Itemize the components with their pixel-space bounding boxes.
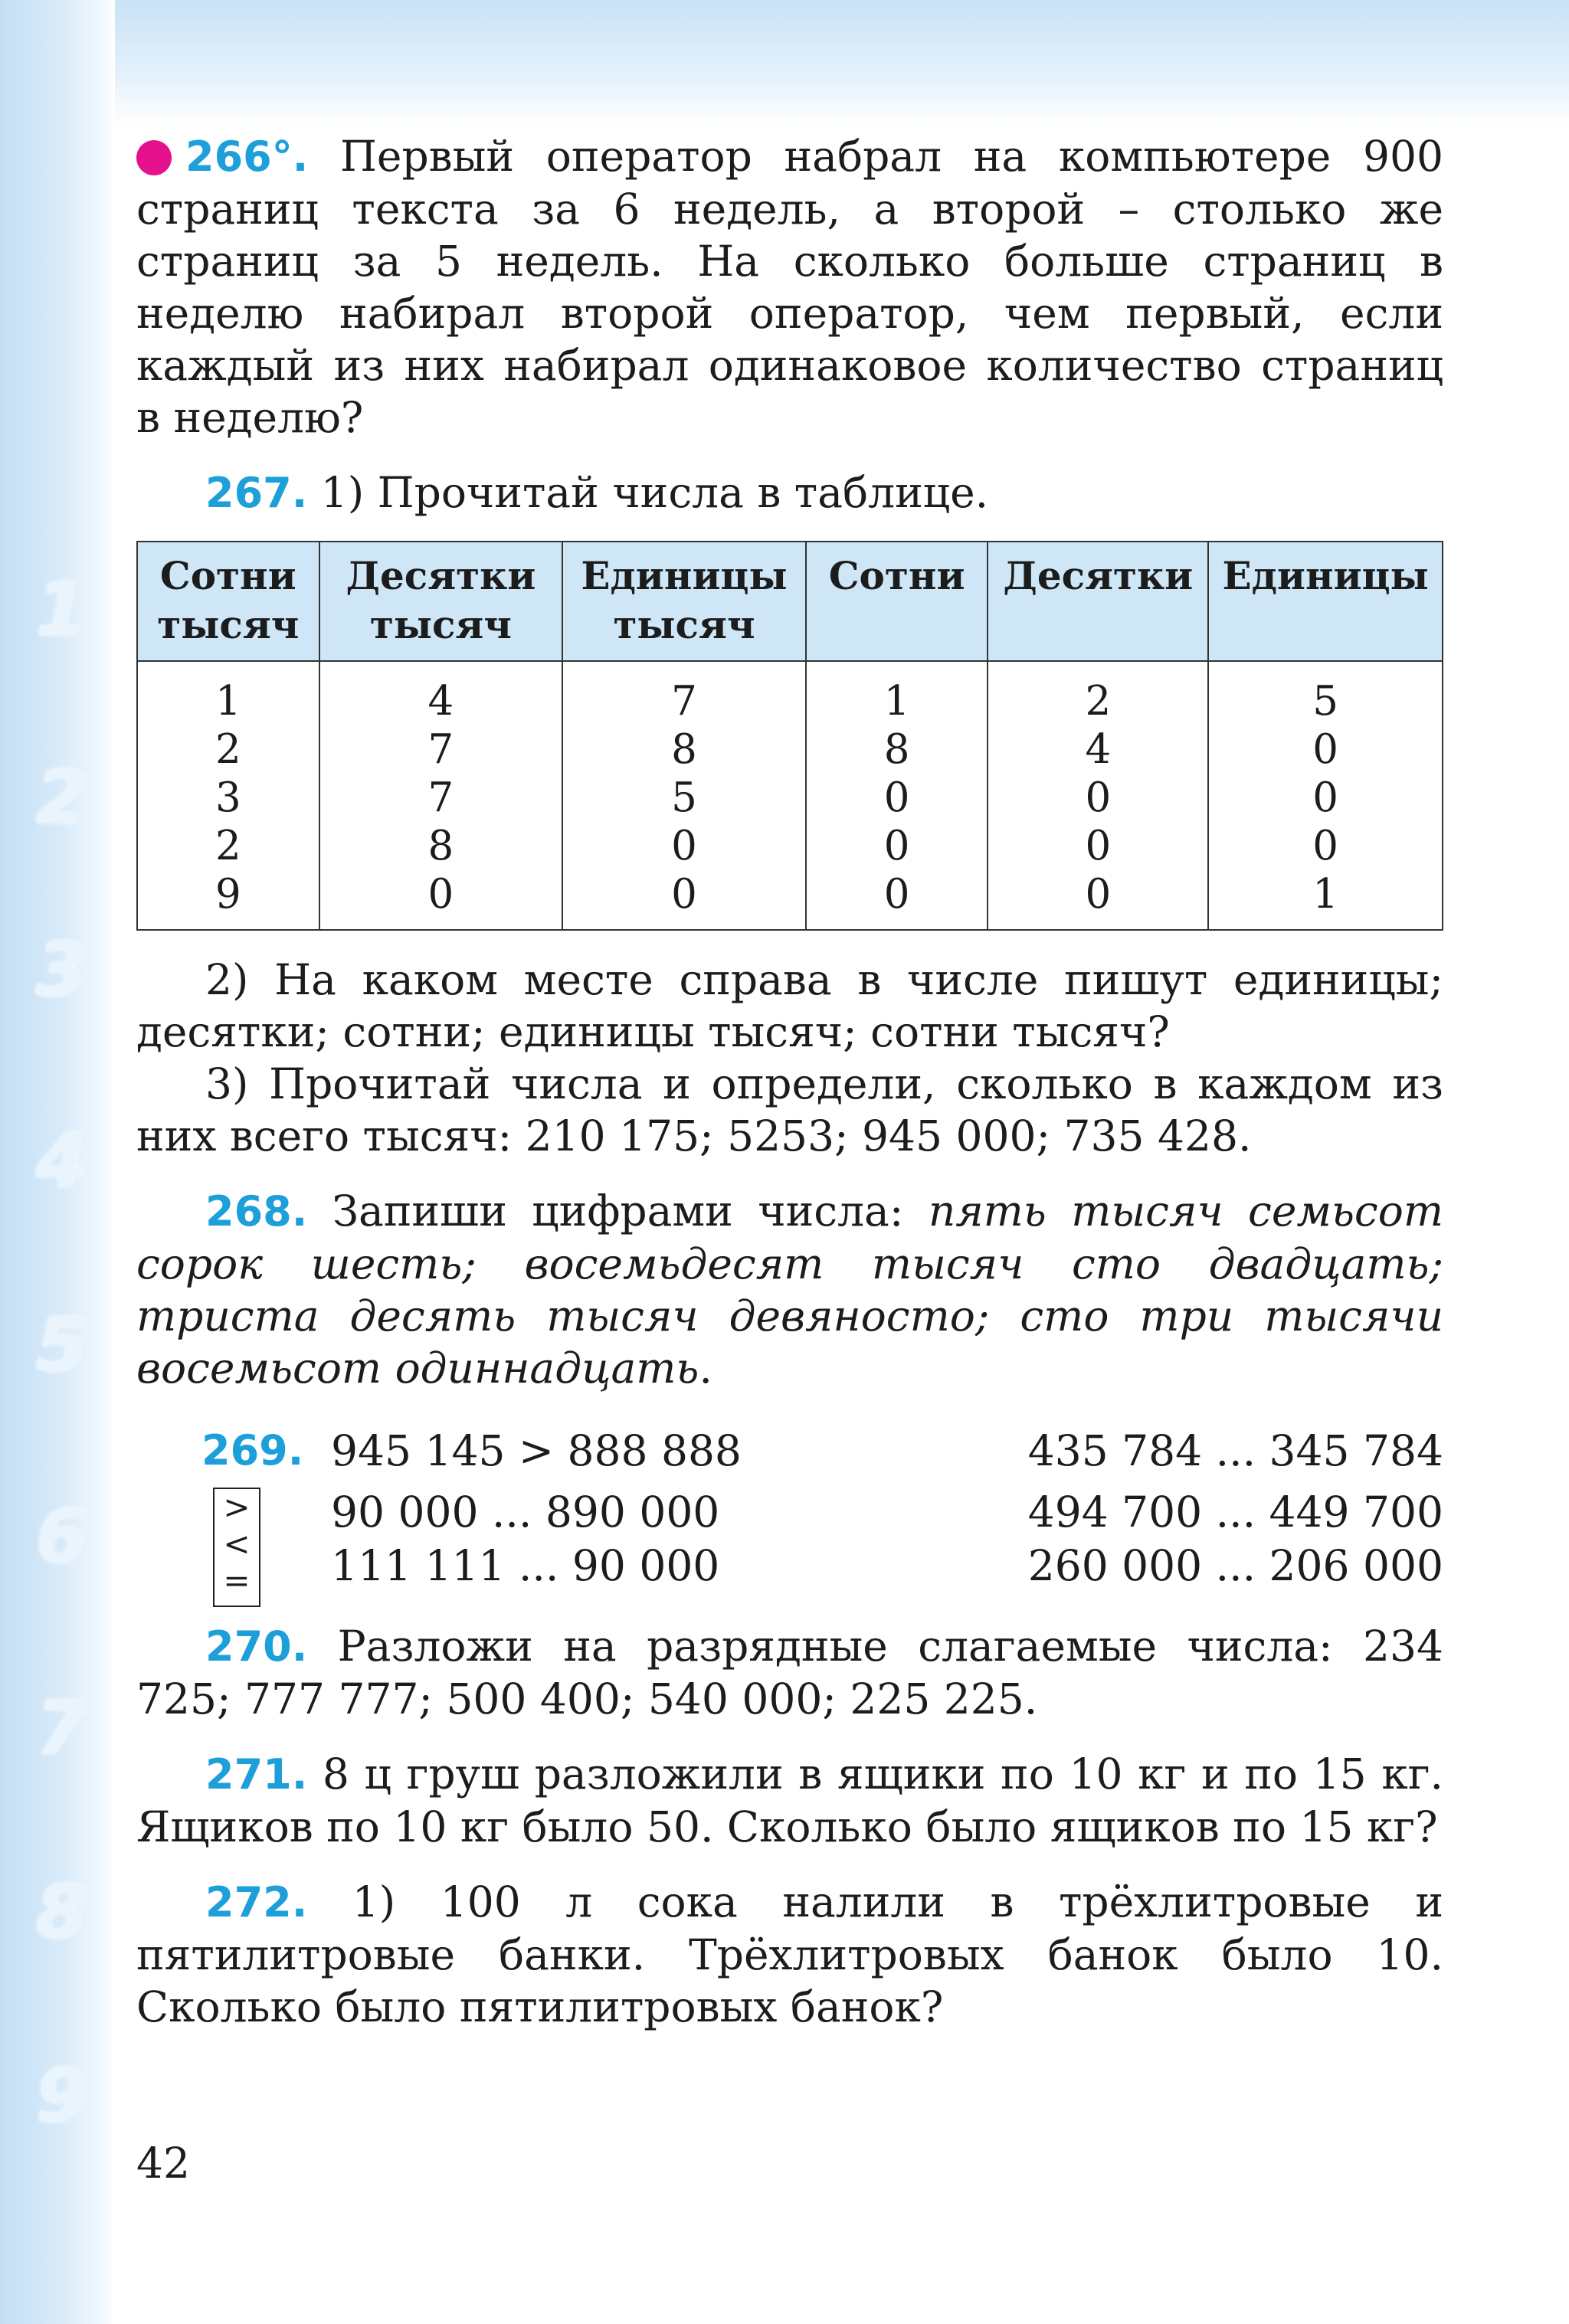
table-header-cell: Десятки	[988, 542, 1208, 661]
task-italic-text: пять тысяч семьсот сорок шесть; восемьдесят тысяч сто двадцать; триста десять тысяч девяносто; сто три тысячи восемьсот одиннадцать	[136, 1187, 1443, 1393]
edge-number: 8	[35, 1869, 87, 1955]
comparison-row	[136, 1540, 1443, 1593]
table-cell: 2	[137, 822, 319, 870]
table-cell: 5	[562, 774, 806, 822]
task-270	[136, 1620, 1443, 1725]
task-number: 271.	[205, 1750, 308, 1799]
table-cell: 7	[562, 661, 806, 725]
table-cell: 7	[319, 774, 563, 822]
table-row	[137, 774, 1443, 822]
table-header-cell: Сотни тысяч	[137, 542, 319, 661]
task-267	[136, 466, 1443, 1162]
table-cell: 5	[1208, 661, 1443, 725]
table-row	[137, 661, 1443, 725]
table-cell: 0	[1208, 774, 1443, 822]
top-decor-band	[0, 0, 1569, 126]
table-cell: 0	[806, 870, 988, 930]
table-cell: 0	[988, 870, 1208, 930]
table-cell: 2	[988, 661, 1208, 725]
task-268	[136, 1185, 1443, 1394]
table-cell: 0	[1208, 822, 1443, 870]
page-content	[136, 130, 1443, 2056]
edge-number: 6	[35, 1494, 87, 1579]
task-266	[136, 130, 1443, 444]
table-cell: 0	[319, 870, 563, 930]
edge-number: 1	[35, 567, 87, 653]
table-cell: 8	[562, 725, 806, 774]
task-number: 269.	[201, 1426, 304, 1475]
table-cell: 0	[806, 774, 988, 822]
comparison-right: 435 784 ... 345 784	[1027, 1426, 1443, 1475]
sign-greater: >	[223, 1488, 251, 1526]
task-text: 1) 100 л сока налили в трёхлитровые и пятилитровые банки. Трёхлитровых банок было 10. Сколько было пятилитровых банок?	[136, 1877, 1443, 2031]
table-cell: 2	[137, 725, 319, 774]
table-cell: 7	[319, 725, 563, 774]
table-cell: 9	[137, 870, 319, 930]
left-margin-band	[0, 0, 115, 2324]
edge-number: 5	[35, 1302, 87, 1388]
table-cell: 1	[137, 661, 319, 725]
edge-number: 4	[35, 1118, 87, 1204]
table-header-cell: Единицы тысяч	[562, 542, 806, 661]
comparison-right: 260 000 ... 206 000	[1027, 1541, 1443, 1590]
task-text: 8 ц груш разложили в ящики по 10 кг и по 15 кг. Ящиков по 10 кг было 50. Сколько было ящиков по 15 кг?	[136, 1750, 1443, 1851]
edge-number: 2	[35, 754, 87, 840]
place-value-table	[136, 541, 1443, 931]
table-cell: 8	[806, 725, 988, 774]
table-cell: 0	[806, 822, 988, 870]
task-number: 268.	[205, 1187, 308, 1236]
table-header-cell: Десятки тысяч	[319, 542, 563, 661]
table-cell: 4	[319, 661, 563, 725]
task-269	[136, 1425, 1443, 1597]
edge-number: 9	[35, 2053, 87, 2139]
table-cell: 1	[806, 661, 988, 725]
comparison-row	[136, 1425, 1443, 1478]
task-271	[136, 1748, 1443, 1853]
table-cell: 0	[988, 774, 1208, 822]
sign-less: <	[223, 1525, 251, 1563]
table-row	[137, 870, 1443, 930]
table-header-cell: Сотни	[806, 542, 988, 661]
comparison-left: 945 145 > 888 888	[331, 1426, 742, 1475]
table-cell: 3	[137, 774, 319, 822]
task-number: 267.	[205, 469, 308, 517]
comparison-left: 90 000 ... 890 000	[331, 1488, 720, 1537]
table-cell: 0	[988, 822, 1208, 870]
task-number: 270.	[205, 1622, 308, 1671]
task-number: 272.	[205, 1878, 308, 1926]
task-272	[136, 1876, 1443, 2033]
comparison-left: 111 111 ... 90 000	[331, 1541, 720, 1590]
task-text: 2) На каком месте справа в числе пишут единицы; десятки; сотни; единицы тысяч; сотни тысяч?	[136, 955, 1443, 1056]
table-cell: 0	[1208, 725, 1443, 774]
task-text: Первый оператор набрал на компьютере 900 страниц текста за 6 недель, а второй – столько же страниц за 5 недель. На сколько больше страниц в неделю набирал второй оператор, чем первый, если каждый из них набирал одинаковое количество страниц в неделю?	[136, 132, 1443, 442]
edge-number: 3	[35, 927, 87, 1013]
task-text: Разложи на разрядные слагаемые числа: 234 725; 777 777; 500 400; 540 000; 225 225.	[136, 1622, 1443, 1723]
task-text: Запиши цифрами числа:	[332, 1187, 904, 1236]
table-cell: 8	[319, 822, 563, 870]
comparison-right: 494 700 ... 449 700	[1027, 1488, 1443, 1537]
table-header-row	[137, 542, 1443, 661]
task-text-end: .	[699, 1344, 712, 1393]
table-header-cell: Единицы	[1208, 542, 1443, 661]
edge-number: 7	[35, 1685, 87, 1771]
table-cell: 0	[562, 822, 806, 870]
table-cell: 0	[562, 870, 806, 930]
table-row	[137, 822, 1443, 870]
task-text: 1) Прочитай числа в таблице.	[320, 468, 989, 517]
page-number: 42	[136, 2139, 190, 2188]
comparison-row	[136, 1486, 1443, 1540]
sign-equal: =	[223, 1562, 251, 1599]
table-cell: 4	[988, 725, 1208, 774]
table-cell: 1	[1208, 870, 1443, 930]
task-text: 3) Прочитай числа и определи, сколько в каждом из них всего тысяч: 210 175; 5253; 945 000; 735 428.	[136, 1059, 1443, 1160]
pink-bullet-icon	[136, 140, 172, 175]
task-number: 266°.	[185, 133, 309, 181]
table-row	[137, 725, 1443, 774]
